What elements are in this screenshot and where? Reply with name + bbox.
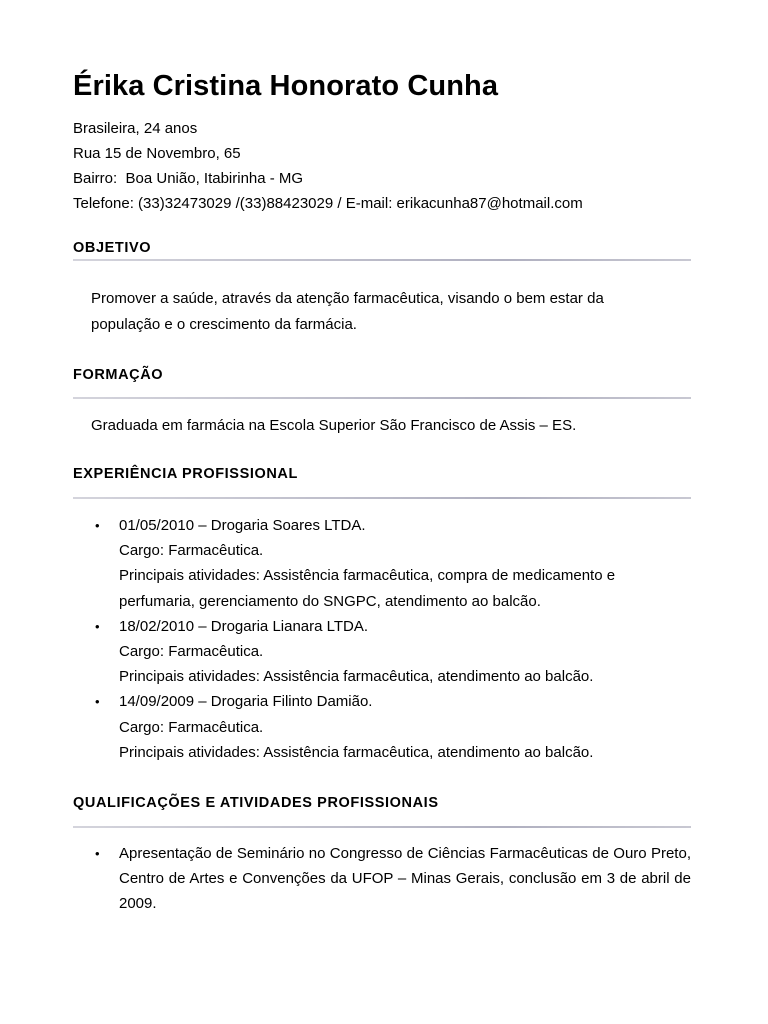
job-duties: perfumaria, gerenciamento do SNGPC, atendimento ao balcão. <box>119 592 541 610</box>
section-title-objetivo: OBJETIVO <box>73 240 152 256</box>
job-duties: Principais atividades: Assistência farmacêutica, atendimento ao balcão. <box>119 743 594 761</box>
job-header: 01/05/2010 – Drogaria Soares LTDA. <box>119 517 366 534</box>
section-title-formacao: FORMAÇÃO <box>73 367 164 383</box>
bullet: • <box>95 846 100 861</box>
job-duties: Principais atividades: Assistência farmacêutica, compra de medicamento e <box>119 567 616 585</box>
bullet: • <box>95 618 100 634</box>
section-divider <box>73 826 691 828</box>
qualifications-list <box>91 841 691 917</box>
experience-list <box>91 513 691 765</box>
phone-email: Telefone: (33)32473029 /(33)88423029 / E-mail: erikacunha87@hotmail.com <box>73 195 583 212</box>
objective-line: população e o crescimento da farmácia. <box>91 316 357 333</box>
section-title-experiencia: EXPERIÊNCIA PROFISSIONAL <box>73 466 298 482</box>
address-neighborhood: Bairro: Boa União, Itabirinha - MG <box>73 170 304 187</box>
objective-line: Promover a saúde, através da atenção farmacêutica, visando o bem estar da <box>91 290 604 307</box>
list-item <box>91 689 691 765</box>
address-street: Rua 15 de Novembro, 65 <box>73 145 241 162</box>
job-header: 18/02/2010 – Drogaria Lianara LTDA. <box>119 617 369 635</box>
job-role: Cargo: Farmacêutica. <box>119 542 264 560</box>
nationality-age: Brasileira, 24 anos <box>73 120 198 137</box>
job-role: Cargo: Farmacêutica. <box>119 643 264 661</box>
job-duties: Principais atividades: Assistência farmacêutica, atendimento ao balcão. <box>119 668 594 686</box>
objective-text <box>91 286 691 338</box>
section-divider <box>73 397 691 399</box>
job-header: 14/09/2009 – Drogaria Filinto Damião. <box>119 693 373 711</box>
education-text: Graduada em farmácia na Escola Superior São Francisco de Assis – ES. <box>91 417 577 434</box>
job-role: Cargo: Farmacêutica. <box>119 718 264 736</box>
section-divider <box>73 259 691 261</box>
candidate-name: Érika Cristina Honorato Cunha <box>73 70 499 102</box>
bullet: • <box>95 694 100 710</box>
list-item <box>91 841 691 917</box>
contact-info <box>73 116 583 216</box>
list-item <box>91 513 691 614</box>
section-divider <box>73 497 691 499</box>
bullet: • <box>95 518 100 533</box>
section-title-qualificacoes: QUALIFICAÇÕES E ATIVIDADES PROFISSIONAIS <box>73 795 439 811</box>
list-item <box>91 614 691 690</box>
qualification-text: Apresentação de Seminário no Congresso de Ciências Farmacêuticas de Ouro Preto, Centro de Artes e Convenções da UFOP – Minas Gerais, conclusão em 3 de abril de 2009. <box>119 845 691 913</box>
